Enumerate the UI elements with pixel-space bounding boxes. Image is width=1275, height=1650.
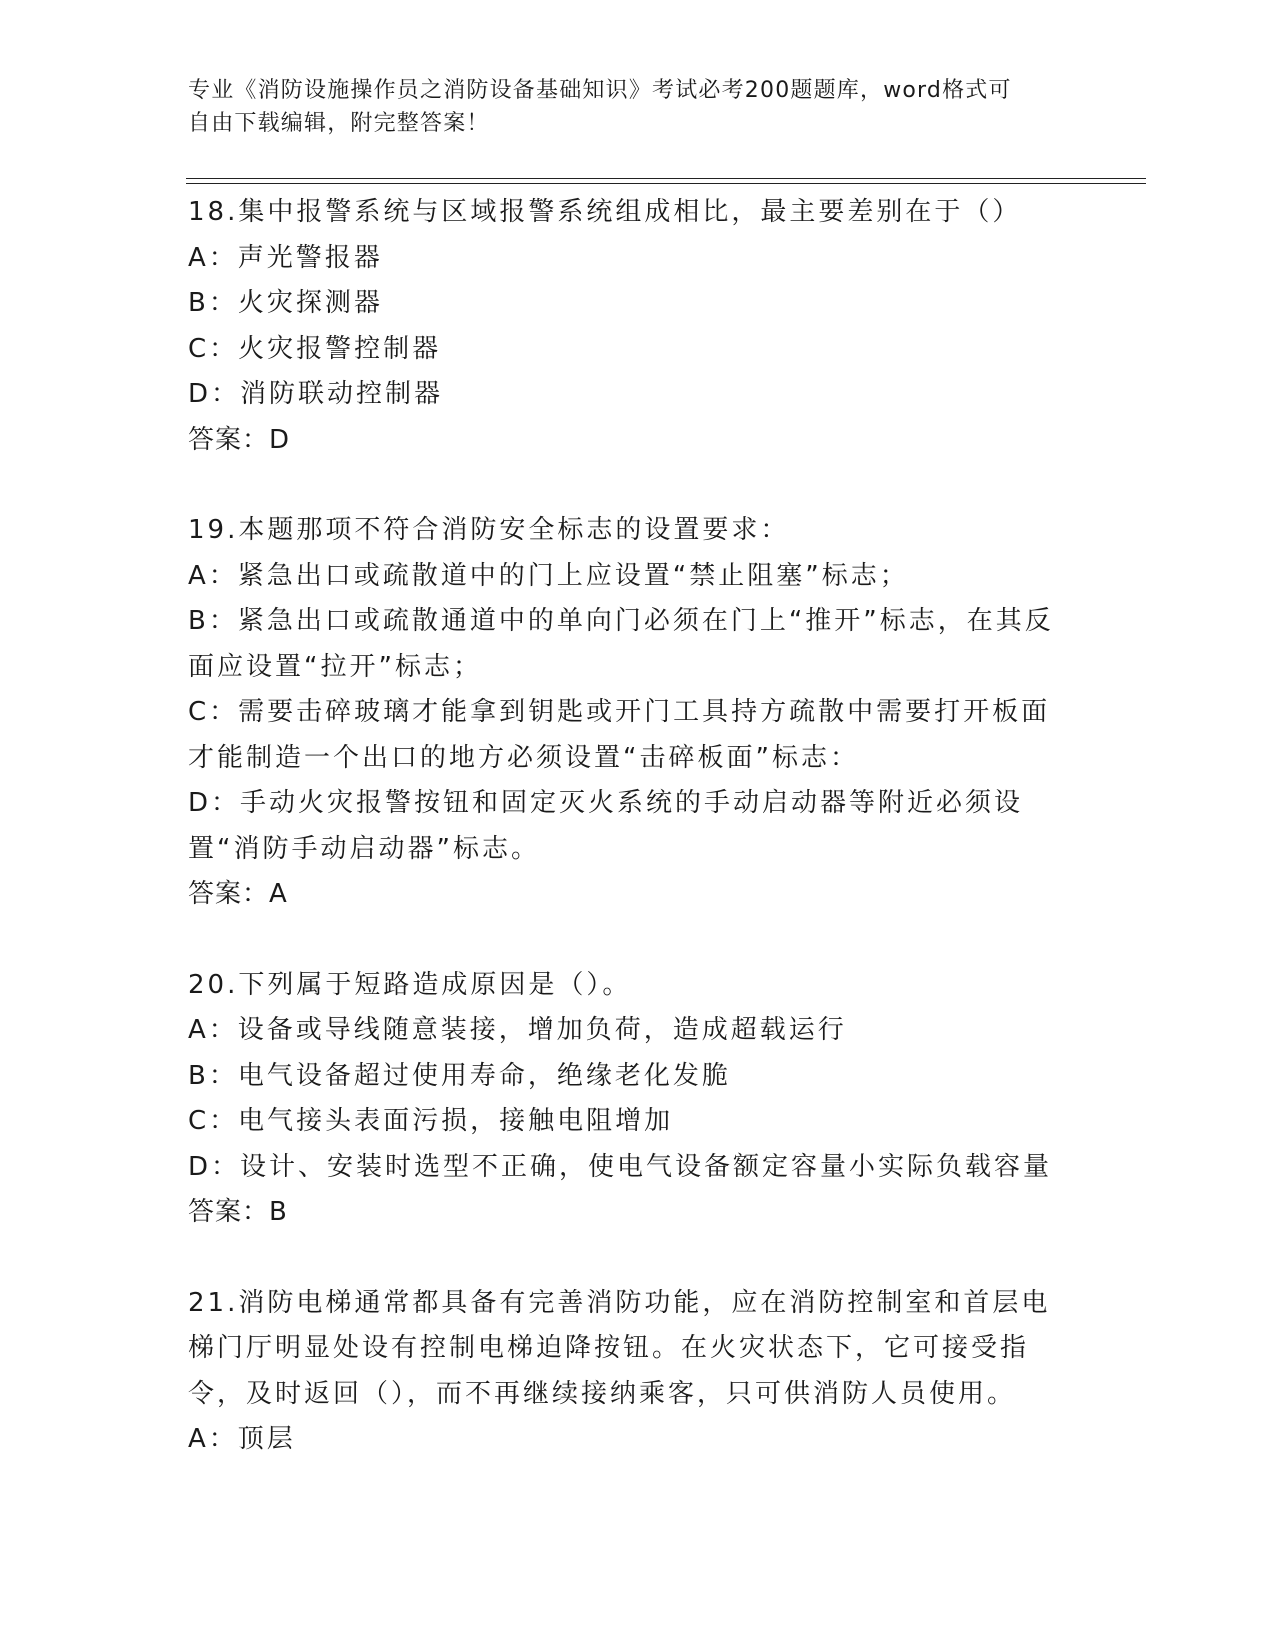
question-18 — [188, 190, 1068, 463]
option-a: A：紧急出口或疏散道中的门上应设置“禁止阻塞”标志； — [188, 560, 909, 591]
option-b: B：紧急出口或疏散通道中的单向门必须在门上“推开”标志，在其反面应设置“拉开”标志； — [188, 606, 1054, 682]
option-c: C：需要击碎玻璃才能拿到钥匙或开门工具持方疏散中需要打开板面才能制造一个出口的地方必须设置“击碎板面”标志： — [188, 697, 1051, 773]
question-stem: 20.下列属于短路造成原因是（）。 — [188, 969, 632, 1000]
option-c: C：火灾报警控制器 — [188, 333, 442, 364]
question-list — [188, 190, 1068, 1508]
option-a: A：顶层 — [188, 1424, 296, 1454]
question-stem: 21.消防电梯通常都具备有完善消防功能，应在消防控制室和首层电梯门厅明显处设有控制电梯迫降按钮。在火灾状态下，它可接受指令，及时返回（），而不再继续接纳乘客，只可供消防人员使用。 — [188, 1287, 1051, 1409]
option-b: B：火灾探测器 — [188, 288, 383, 318]
answer-line: 答案：A — [188, 879, 288, 909]
option-d: D：手动火灾报警按钮和固定灭火系统的手动启动器等附近必须设置“消防手动启动器”标志。 — [188, 788, 1024, 864]
document-header — [188, 74, 1068, 140]
question-stem: 19.本题那项不符合消防安全标志的设置要求： — [188, 515, 790, 545]
answer-line: 答案：B — [188, 1197, 288, 1227]
header-divider-bottom — [186, 183, 1146, 184]
option-b: B：电气设备超过使用寿命，绝缘老化发脆 — [188, 1060, 731, 1091]
header-line-1: 专业《消防设施操作员之消防设备基础知识》考试必考200题题库，word格式可 — [188, 78, 1012, 103]
header-line-2: 自由下载编辑，附完整答案！ — [188, 111, 490, 136]
option-a: A：设备或导线随意装接，增加负荷，造成超载运行 — [188, 1015, 847, 1045]
question-19 — [188, 508, 1068, 918]
answer-line: 答案：D — [188, 424, 291, 455]
header-divider-top — [186, 178, 1146, 179]
option-c: C：电气接头表面污损，接触电阻增加 — [188, 1106, 674, 1136]
question-20 — [188, 963, 1068, 1236]
option-d: D：设计、安装时选型不正确，使电气设备额定容量小实际负载容量 — [188, 1151, 1053, 1182]
question-stem: 18.集中报警系统与区域报警系统组成相比，最主要差别在于（） — [188, 197, 1022, 227]
option-d: D：消防联动控制器 — [188, 379, 444, 409]
question-21 — [188, 1281, 1068, 1463]
option-a: A：声光警报器 — [188, 242, 383, 273]
